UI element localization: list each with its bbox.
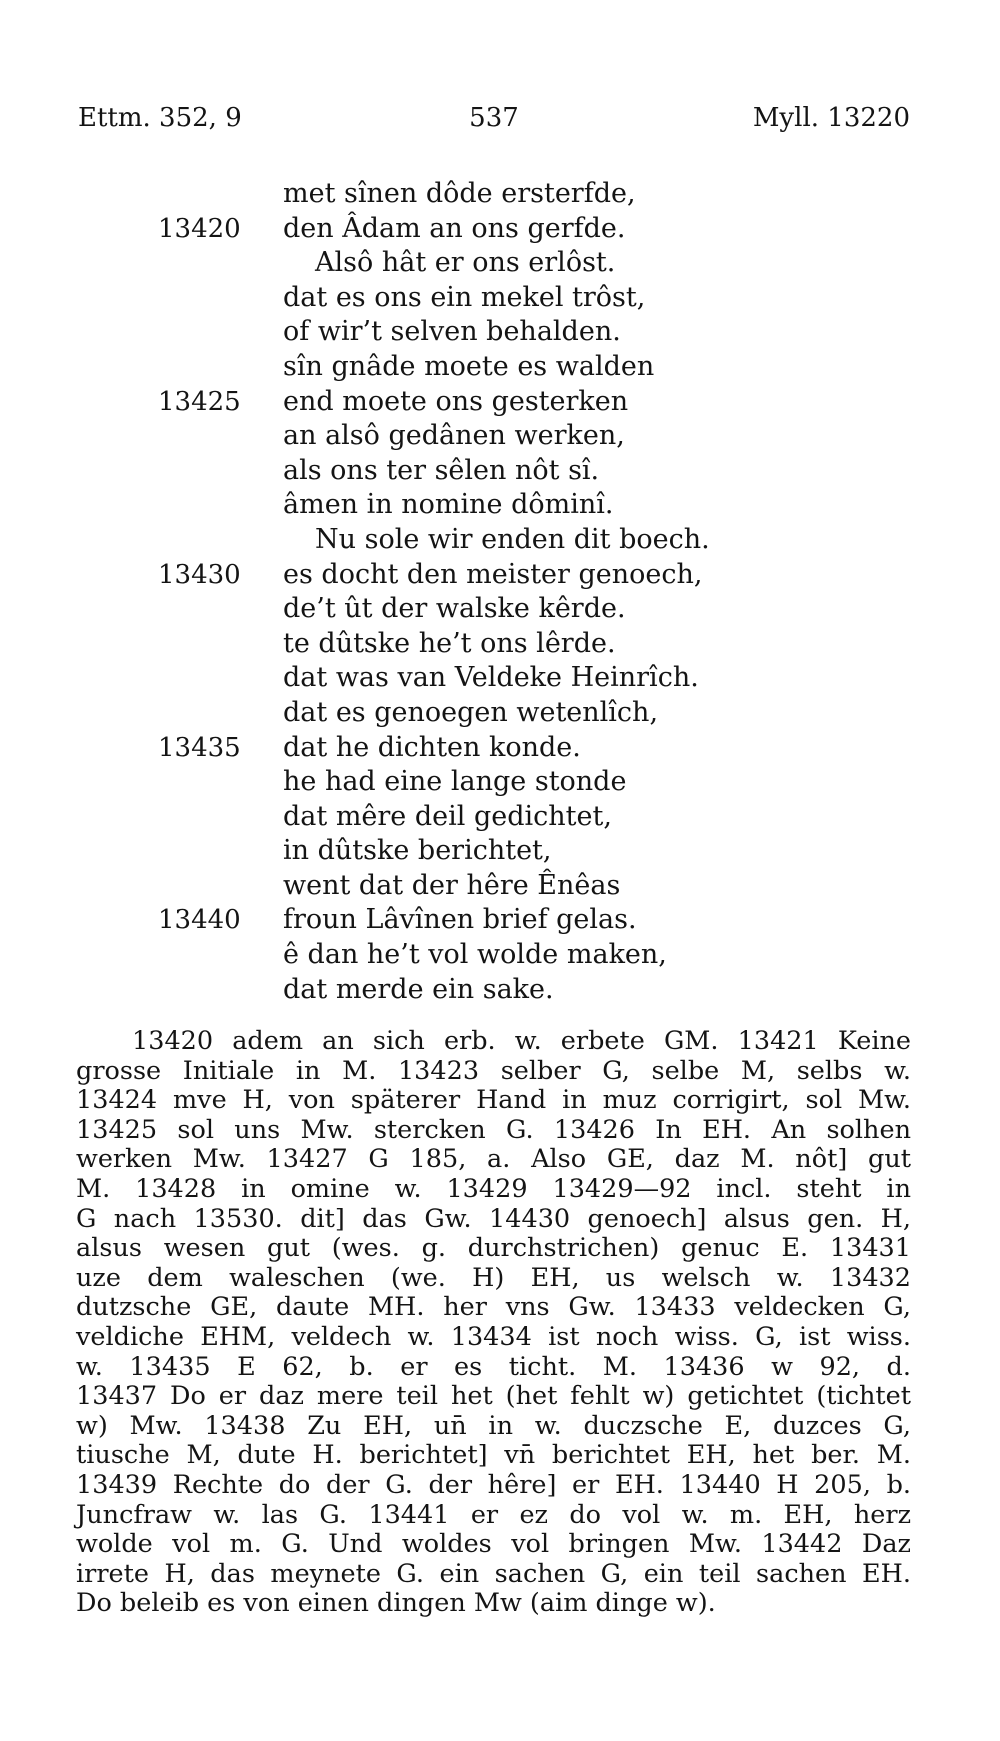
verse-text: de’t ût der walske kêrde. <box>283 593 626 625</box>
verse-text: end moete ons gesterken <box>283 385 629 417</box>
apparatus-line: werken Mw. 13427 G 185, a. Also GE, daz M. nôt] gut <box>76 1144 911 1175</box>
verse-text: in dûtske berichtet, <box>283 835 552 867</box>
critical-apparatus <box>76 1027 911 1619</box>
apparatus-line: veldiche EHM, veldech w. 13434 ist noch wiss. G, ist wiss. <box>76 1321 911 1352</box>
verse-line <box>0 419 1000 454</box>
verse-text: of wir’t selven behalden. <box>283 316 621 348</box>
verse-line <box>0 800 1000 835</box>
verse-line <box>0 938 1000 973</box>
verse-number: 13425 <box>158 386 241 417</box>
verse-text: dat he dichten konde. <box>283 731 581 763</box>
apparatus-line: alsus wesen gut (wes. g. durchstrichen) genuc E. 13431 <box>76 1233 911 1264</box>
verse-text: Nu sole wir enden dit boech. <box>315 523 710 555</box>
verse-text: den Âdam an ons gerfde. <box>283 212 626 244</box>
verse-text-block <box>0 177 1000 1007</box>
verse-text: Alsô hât er ons erlôst. <box>315 247 616 279</box>
verse-number: 13440 <box>158 905 241 936</box>
verse-text: dat es ons ein mekel trôst, <box>283 281 646 313</box>
verse-text: an alsô gedânen werken, <box>283 420 625 452</box>
apparatus-line: grosse Initiale in M. 13423 selber G, selbe M, selbs w. <box>76 1055 911 1086</box>
verse-number: 13430 <box>158 559 241 590</box>
apparatus-line: 13439 Rechte do der G. der hêre] er EH. 13440 H 205, b. <box>76 1469 911 1500</box>
apparatus-line: 13437 Do er daz mere teil het (het fehlt w) getichtet (tichtet <box>76 1381 911 1412</box>
verse-line <box>0 315 1000 350</box>
verse-text: froun Lâvînen brief gelas. <box>283 904 637 936</box>
verse-line <box>0 454 1000 489</box>
verse-line <box>0 834 1000 869</box>
verse-line <box>0 246 1000 281</box>
verse-text: went dat der hêre Ênêas <box>283 869 621 901</box>
apparatus-line: 13420 adem an sich erb. w. erbete GM. 13421 Keine <box>132 1026 911 1056</box>
apparatus-line: G nach 13530. dit] das Gw. 14430 genoech] alsus gen. H, <box>76 1203 911 1234</box>
apparatus-line: w) Mw. 13438 Zu EH, un̄ in w. duczsche E, duzces G, <box>76 1410 911 1441</box>
apparatus-line: irrete H, das meynete G. ein sachen G, ein teil sachen EH. <box>76 1558 911 1589</box>
verse-line <box>0 903 1000 938</box>
verse-text: dat es genoegen wetenlîch, <box>283 696 659 728</box>
verse-text: ê dan he’t vol wolde maken, <box>283 939 667 971</box>
verse-line <box>0 385 1000 420</box>
apparatus-line: uze dem waleschen (we. H) EH, us welsch w. 13432 <box>76 1262 911 1293</box>
verse-line <box>0 696 1000 731</box>
header-right-reference: Myll. 13220 <box>752 103 910 133</box>
verse-number: 13420 <box>158 213 241 244</box>
verse-text: sîn gnâde moete es walden <box>283 350 655 382</box>
apparatus-line: Juncfraw w. las G. 13441 er ez do vol w. m. EH, herz <box>76 1499 911 1530</box>
header-left-reference: Ettm. 352, 9 <box>78 103 242 133</box>
verse-text: te dûtske he’t ons lêrde. <box>283 627 616 659</box>
verse-line <box>0 177 1000 212</box>
verse-text: he had eine lange stonde <box>283 766 627 798</box>
apparatus-line: tiusche M, dute H. berichtet] vn̄ berichtet EH, het ber. M. <box>76 1440 911 1471</box>
verse-line <box>0 869 1000 904</box>
verse-line <box>0 973 1000 1008</box>
apparatus-line: 13424 mve H, von späterer Hand in muz corrigirt, sol Mw. <box>76 1085 911 1116</box>
apparatus-line: 13425 sol uns Mw. stercken G. 13426 In EH. An solhen <box>76 1114 911 1145</box>
verse-line <box>0 731 1000 766</box>
verse-line <box>0 592 1000 627</box>
apparatus-line: w. 13435 E 62, b. er es ticht. M. 13436 w 92, d. <box>76 1351 911 1382</box>
verse-line <box>0 558 1000 593</box>
verse-text: es docht den meister genoech, <box>283 558 703 590</box>
verse-text: dat mêre deil gedichtet, <box>283 800 612 832</box>
verse-line <box>0 281 1000 316</box>
verse-line <box>0 350 1000 385</box>
apparatus-line: Do beleib es von einen dingen Mw (aim dinge w). <box>76 1588 716 1619</box>
verse-line <box>0 765 1000 800</box>
apparatus-line: wolde vol m. G. Und woldes vol bringen Mw. 13442 Daz <box>76 1529 911 1560</box>
verse-line <box>0 523 1000 558</box>
verse-line <box>0 488 1000 523</box>
verse-text: met sînen dôde ersterfde, <box>283 178 636 209</box>
verse-line <box>0 661 1000 696</box>
verse-text: âmen in nomine dôminî. <box>283 489 614 521</box>
apparatus-line: dutzsche GE, daute MH. her vns Gw. 13433 veldecken G, <box>76 1292 911 1323</box>
verse-number: 13435 <box>158 732 241 763</box>
verse-text: als ons ter sêlen nôt sî. <box>283 454 600 486</box>
verse-line <box>0 212 1000 247</box>
running-head <box>78 98 910 138</box>
verse-line <box>0 627 1000 662</box>
verse-text: dat was van Veldeke Heinrîch. <box>283 662 699 694</box>
verse-text: dat merde ein sake. <box>283 973 554 1005</box>
page-number: 537 <box>469 103 519 133</box>
apparatus-line: M. 13428 in omine w. 13429 13429—92 incl. steht in <box>76 1173 911 1204</box>
